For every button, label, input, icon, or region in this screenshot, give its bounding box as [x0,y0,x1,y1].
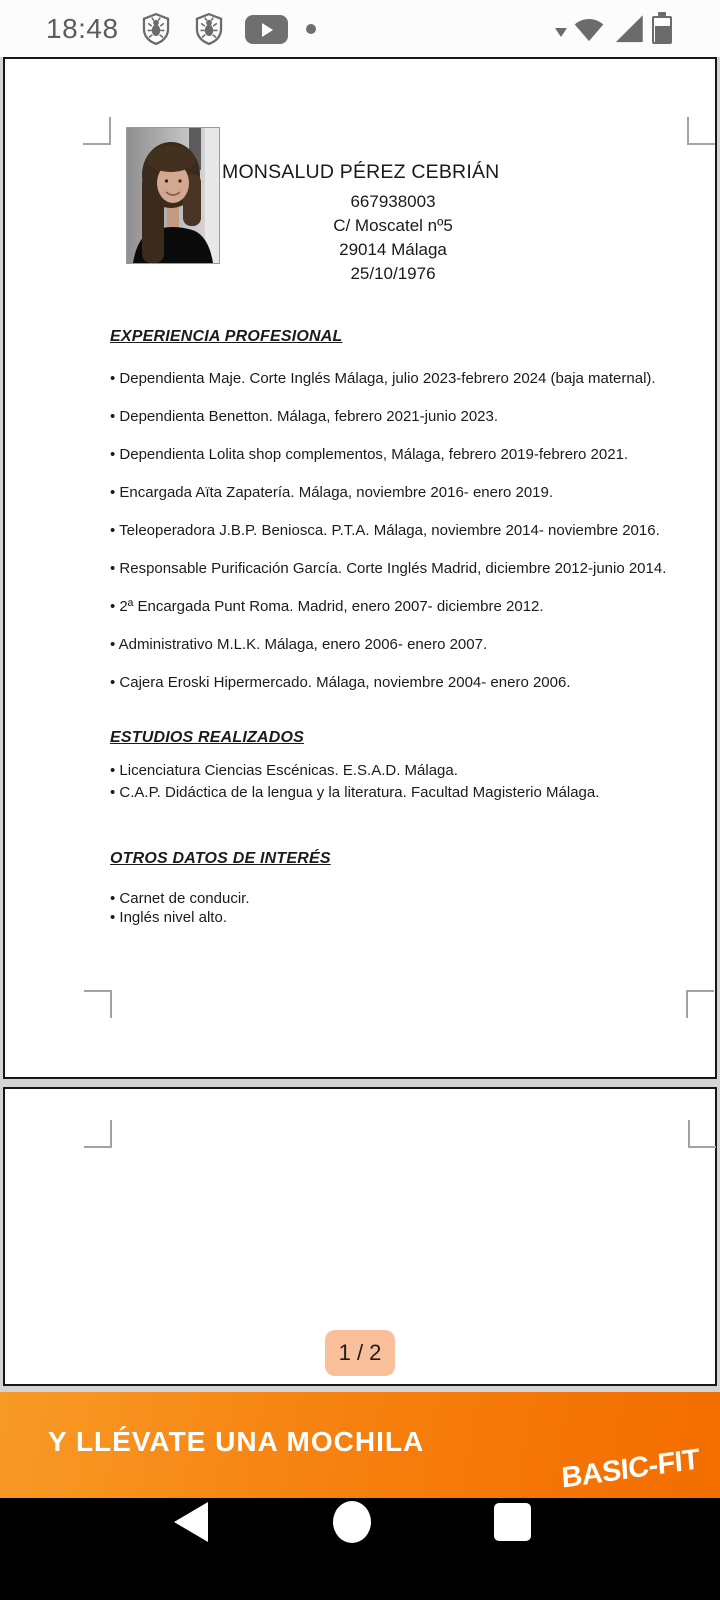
section-experience [110,326,678,711]
cv-city: 29014 Málaga [339,240,447,259]
experience-item: • 2ª Encargada Punt Roma. Madrid, enero 2007- diciembre 2012. [110,598,544,615]
cellular-signal-icon [613,12,647,44]
other-data-item: • Carnet de conducir. [110,890,250,907]
shield-antivirus-icon [139,12,173,46]
margin-mark-bottom-right [686,990,714,1018]
ad-headline: Y LLÉVATE UNA MOCHILA [48,1426,425,1457]
section-title: OTROS DATOS DE INTERÉS [110,850,331,867]
section-title: EXPERIENCIA PROFESIONAL [110,328,343,345]
cv-phone: 667938003 [350,192,436,211]
margin-mark-top-right [688,1120,716,1148]
experience-item: • Responsable Purificación García. Corte Inglés Madrid, diciembre 2012-junio 2014. [110,560,667,577]
home-button-icon[interactable] [333,1501,371,1543]
other-data-item: • Inglés nivel alto. [110,909,227,926]
cv-birth-date: 25/10/1976 [350,264,436,283]
notification-dot-icon [306,24,316,34]
experience-item: • Dependienta Maje. Corte Inglés Málaga, julio 2023-febrero 2024 (baja maternal). [110,370,656,387]
section-title: ESTUDIOS REALIZADOS [110,729,305,746]
pdf-viewer[interactable] [0,57,720,1392]
recents-button-icon[interactable] [494,1503,531,1541]
page-indicator-badge: 1 / 2 [325,1330,395,1376]
experience-item: • Teleoperadora J.B.P. Beniosca. P.T.A. Málaga, noviembre 2014- noviembre 2016. [110,522,660,539]
margin-mark-top-left [84,1120,112,1148]
experience-item: • Administrativo M.L.K. Málaga, enero 2006- enero 2007. [110,636,488,653]
status-bar [0,0,720,57]
back-button-icon[interactable] [174,1502,208,1542]
android-nav-bar [0,1498,720,1600]
basic-fit-logo: BASIC-FIT [560,1443,701,1495]
studies-item: • C.A.P. Didáctica de la lengua y la literatura. Facultad Magisterio Málaga. [110,784,600,801]
shield-antivirus-icon [192,12,226,46]
cv-name: MONSALUD PÉREZ CEBRIÁN [222,161,500,183]
battery-icon [652,12,672,44]
caret-down-icon [555,28,567,37]
section-other-data [110,848,678,927]
margin-mark-bottom-left [84,990,112,1018]
status-time: 18:48 [46,13,119,44]
wifi-icon [571,12,607,44]
youtube-icon [245,15,288,44]
cv-address: C/ Moscatel nº5 [333,216,453,235]
experience-item: • Dependienta Benetton. Málaga, febrero 2021-junio 2023. [110,408,499,425]
ad-banner[interactable] [0,1392,720,1498]
cv-header [222,128,564,286]
experience-item: • Dependienta Lolita shop complementos, Málaga, febrero 2019-febrero 2021. [110,446,629,463]
studies-item: • Licenciatura Ciencias Escénicas. E.S.A.D. Málaga. [110,762,458,779]
section-studies [110,727,678,804]
document-page-1 [3,57,717,1079]
cv-portrait-photo [127,128,219,263]
experience-item: • Encargada Aïta Zapatería. Málaga, noviembre 2016- enero 2019. [110,484,554,501]
experience-item: • Cajera Eroski Hipermercado. Málaga, noviembre 2004- enero 2006. [110,674,571,691]
margin-mark-top-right [687,117,715,145]
margin-mark-top-left [83,117,111,145]
